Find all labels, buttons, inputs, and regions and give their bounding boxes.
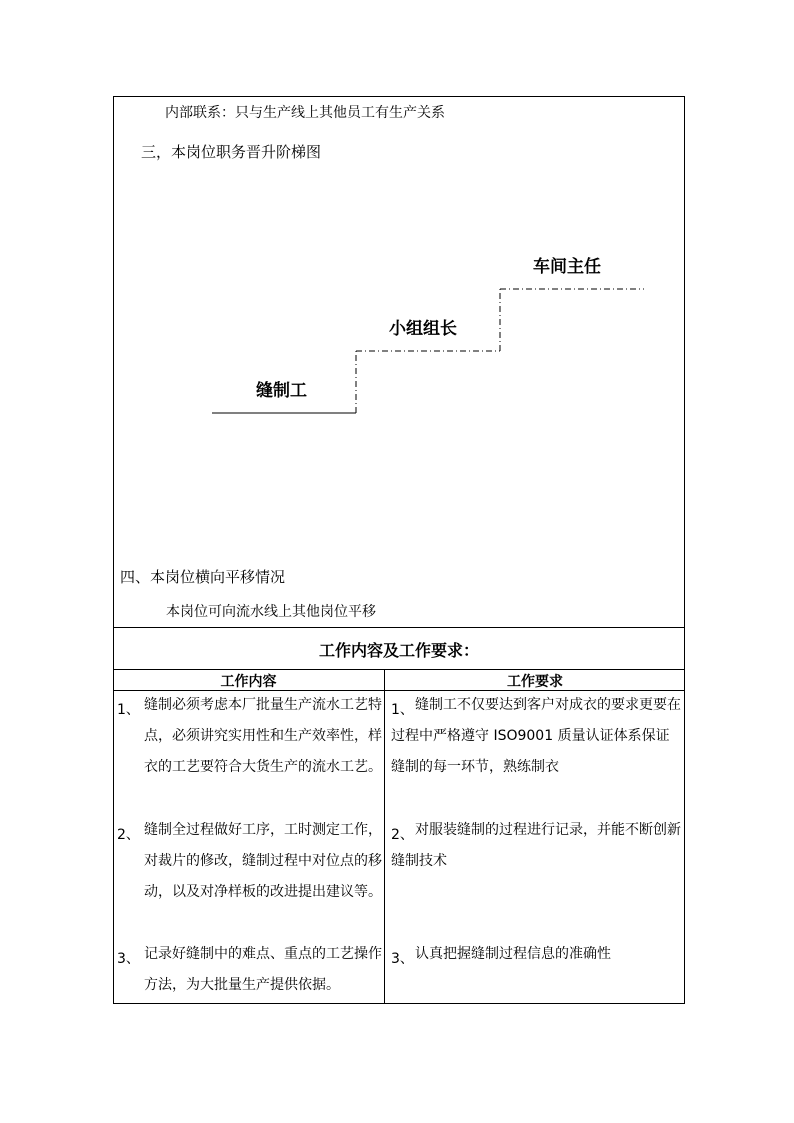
row-2-content: 缝制全过程做好工序，工时测定工作，对裁片的修改，缝制过程中对位点的移动，以及对净样板的改进提出建议等。 — [144, 822, 382, 900]
row-3-content: 记录好缝制中的难点、重点的工艺操作方法，为大批量生产提供依据。 — [144, 946, 382, 993]
table-top-border — [113, 627, 685, 628]
row-1-requirement: 缝制工不仅要达到客户对成衣的要求更要在过程中严格遵守 ISO9001 质量认证体系保证缝制的每一环节，熟练制衣 — [391, 697, 681, 775]
row-3-req-number: 3、 — [391, 951, 414, 967]
ladder-level-3-label: 车间主任 — [533, 257, 601, 277]
column-divider — [384, 669, 385, 1004]
row-1-req-number: 1、 — [391, 702, 414, 718]
row-1-content: 缝制必须考虑本厂批量生产流水工艺特点，必须讲究实用性和生产效率性，样衣的工艺要符合大货生产的流水工艺。 — [144, 697, 382, 775]
ladder-level-1-label: 缝制工 — [256, 381, 307, 401]
row-2-req-number: 2、 — [391, 827, 414, 843]
row-2-requirement: 对服装缝制的过程进行记录，并能不断创新缝制技术 — [391, 822, 681, 869]
internal-contact-text: 内部联系：只与生产线上其他员工有生产关系 — [165, 105, 445, 121]
row-3-requirement: 认真把握缝制过程信息的准确性 — [415, 946, 611, 962]
row-2-number: 2、 — [117, 827, 140, 843]
column-header-requirement: 工作要求 — [507, 674, 563, 690]
section4-title: 四、本岗位横向平移情况 — [120, 568, 286, 586]
column-header-content: 工作内容 — [220, 674, 277, 690]
section4-text: 本岗位可向流水线上其他岗位平移 — [166, 604, 376, 620]
row-3-number: 3、 — [117, 951, 140, 967]
ladder-level-2-label: 小组组长 — [389, 319, 457, 339]
work-table-title: 工作内容及工作要求： — [318, 641, 479, 660]
section3-title: 三，本岗位职务晋升阶梯图 — [141, 143, 322, 161]
title-row-divider — [113, 669, 685, 670]
row-1-number: 1、 — [117, 702, 140, 718]
